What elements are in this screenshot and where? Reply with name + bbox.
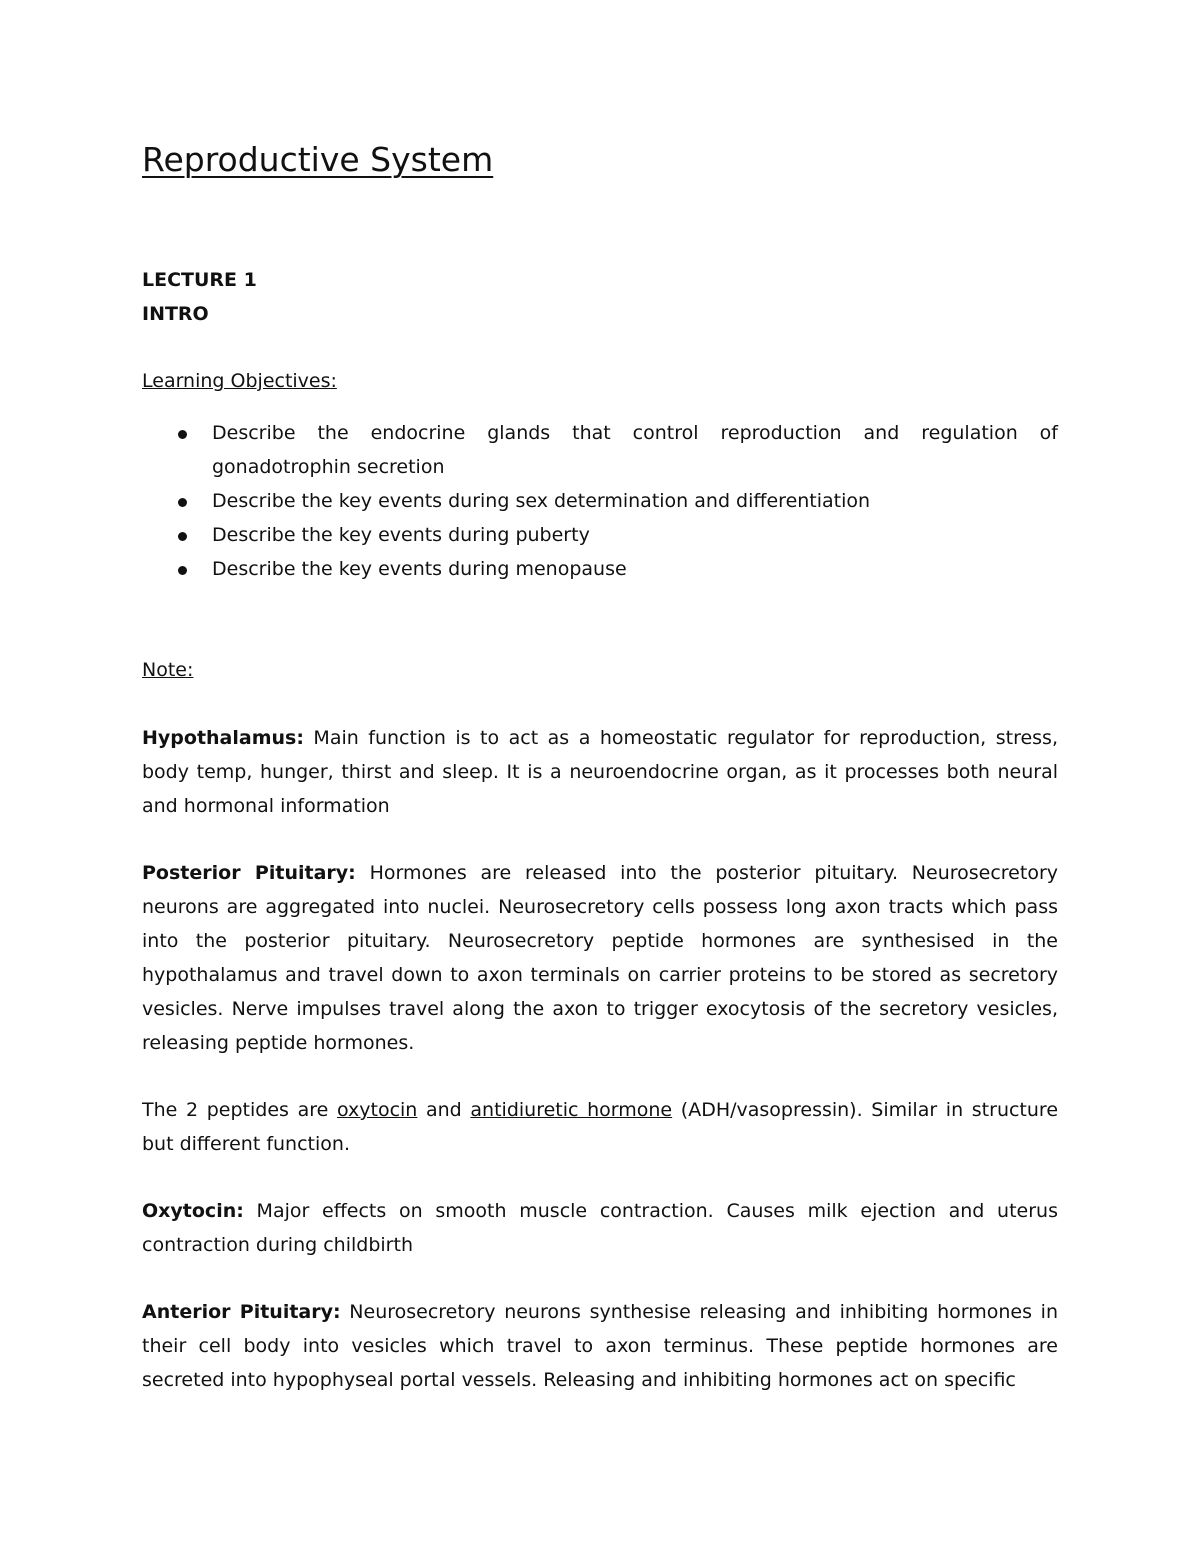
hypothalamus-paragraph [142, 721, 1058, 823]
oxytocin-paragraph [142, 1194, 1058, 1262]
posterior-pituitary-term: Posterior Pituitary: [142, 862, 356, 884]
oxytocin-term: Oxytocin: [142, 1200, 244, 1222]
anterior-pituitary-paragraph [142, 1295, 1058, 1397]
document-title: Reproductive System [142, 140, 494, 179]
note-label: Note: [142, 659, 194, 681]
peptides-tail: (ADH/vasopressin). Similar in structure but different function. [142, 1099, 1059, 1155]
peptides-paragraph [142, 1093, 1058, 1161]
oxytocin-text: Major effects on smooth muscle contraction. Causes milk ejection and uterus contraction during childbirth [142, 1200, 1058, 1256]
list-item [212, 484, 1058, 518]
list-item [212, 518, 1058, 552]
objective-text: Describe the key events during puberty [212, 524, 590, 546]
objective-text: Describe the key events during menopause [212, 558, 627, 580]
posterior-pituitary-paragraph [142, 856, 1058, 1060]
bullet-icon [178, 430, 187, 439]
objective-text: Describe the key events during sex determination and differentiation [212, 490, 871, 512]
list-item [212, 552, 1058, 586]
peptides-and: and [417, 1099, 471, 1121]
anterior-pituitary-text: Neurosecretory neurons synthesise releasing and inhibiting hormones in their cell body into vesicles which travel to axon terminus. These peptide hormones are secreted into hypophyseal portal vessels. Releasing and inhibiting hormones act on specific [142, 1301, 1058, 1391]
posterior-pituitary-text: Hormones are released into the posterior pituitary. Neurosecretory neurons are aggregated into nuclei. Neurosecretory cells possess long axon tracts which pass into the posterior pituitary. Neurosecretory peptide hormones are synthesised in the hypothalamus and travel down to axon terminals on carrier proteins to be stored as secretory vesicles. Nerve impulses travel along the axon to trigger exocytosis of the secretory vesicles, releasing peptide hormones. [142, 862, 1058, 1054]
lecture-heading: LECTURE 1 [142, 269, 257, 291]
document-body [142, 263, 1058, 1397]
hypothalamus-text: Main function is to act as a homeostatic regulator for reproduction, stress, body temp, hunger, thirst and sleep. It is a neuroendocrine organ, as it processes both neural and hormonal information [142, 727, 1058, 817]
adh-underlined: antidiuretic hormone [470, 1099, 673, 1121]
objectives-list [142, 416, 1058, 586]
objective-text: Describe the endocrine glands that control reproduction and regulation of gonadotrophin secretion [212, 422, 1058, 478]
bullet-icon [178, 566, 187, 575]
anterior-pituitary-term: Anterior Pituitary: [142, 1301, 341, 1323]
hypothalamus-term: Hypothalamus: [142, 727, 304, 749]
bullet-icon [178, 498, 187, 507]
learning-objectives-label: Learning Objectives: [142, 370, 337, 392]
list-item [212, 416, 1058, 484]
oxytocin-underlined: oxytocin [336, 1099, 418, 1121]
bullet-icon [178, 532, 187, 541]
section-heading: INTRO [142, 303, 209, 325]
peptides-lead: The 2 peptides are [142, 1099, 337, 1121]
